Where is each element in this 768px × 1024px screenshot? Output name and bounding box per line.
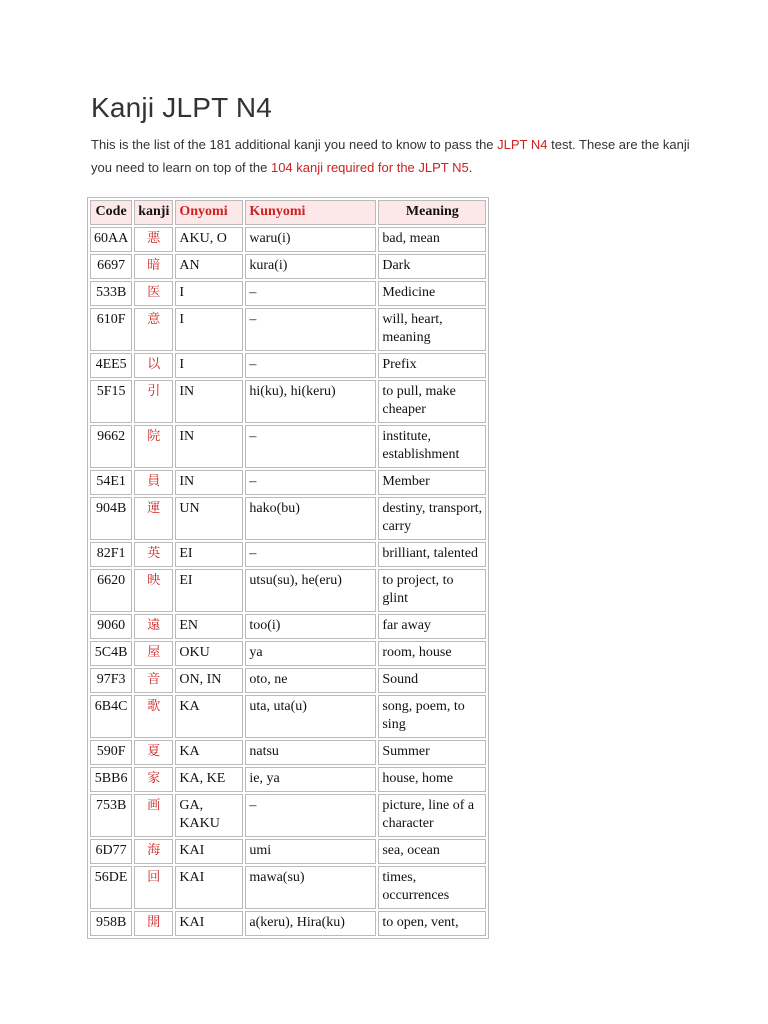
cell-meaning: Prefix [378,353,486,378]
cell-code: 6D77 [90,839,132,864]
cell-kunyomi: hi(ku), hi(keru) [245,380,376,423]
jlpt-n5-kanji-link[interactable]: 104 kanji required for the JLPT N5 [270,160,469,175]
cell-onyomi: EI [175,569,243,612]
cell-meaning: Medicine [378,281,486,306]
cell-meaning: bad, mean [378,227,486,252]
cell-kanji: 意 [134,308,173,351]
intro-paragraph [91,133,691,179]
cell-code: 54E1 [90,470,132,495]
cell-kanji: 海 [134,839,173,864]
cell-meaning: Dark [378,254,486,279]
table-row [90,497,486,540]
cell-kanji: 員 [134,470,173,495]
cell-code: 4EE5 [90,353,132,378]
cell-onyomi: KAI [175,866,243,909]
cell-code: 5BB6 [90,767,132,792]
cell-meaning: sea, ocean [378,839,486,864]
cell-kunyomi: natsu [245,740,376,765]
table-row [90,767,486,792]
cell-meaning: brilliant, talented [378,542,486,567]
cell-code: 5F15 [90,380,132,423]
cell-code: 6B4C [90,695,132,738]
cell-code: 9662 [90,425,132,468]
cell-onyomi: ON, IN [175,668,243,693]
cell-kanji: 映 [134,569,173,612]
cell-onyomi: IN [175,470,243,495]
cell-kunyomi: ya [245,641,376,666]
table-row [90,569,486,612]
cell-onyomi: EN [175,614,243,639]
cell-kunyomi: a(keru), Hira(ku) [245,911,376,936]
cell-kunyomi: – [245,425,376,468]
cell-kanji: 英 [134,542,173,567]
table-row [90,380,486,423]
cell-code: 533B [90,281,132,306]
cell-onyomi: KAI [175,911,243,936]
cell-code: 753B [90,794,132,837]
table-header-row [90,200,486,225]
cell-meaning: Sound [378,668,486,693]
cell-kanji: 回 [134,866,173,909]
cell-onyomi: OKU [175,641,243,666]
cell-code: 6697 [90,254,132,279]
cell-onyomi: GA, KAKU [175,794,243,837]
table-row [90,470,486,495]
cell-kunyomi: kura(i) [245,254,376,279]
cell-kunyomi: hako(bu) [245,497,376,540]
table-body [90,227,486,936]
cell-kunyomi: too(i) [245,614,376,639]
cell-onyomi: KA [175,740,243,765]
cell-kanji: 画 [134,794,173,837]
cell-kanji: 家 [134,767,173,792]
cell-meaning: house, home [378,767,486,792]
cell-code: 97F3 [90,668,132,693]
cell-code: 904B [90,497,132,540]
cell-kunyomi: – [245,308,376,351]
cell-meaning: to pull, make cheaper [378,380,486,423]
intro-text-1: This is the list of the 181 additional kanji you need to know to pass the [91,137,498,152]
cell-kanji: 以 [134,353,173,378]
table-row [90,839,486,864]
cell-meaning: times, occurrences [378,866,486,909]
table-row [90,668,486,693]
cell-onyomi: EI [175,542,243,567]
cell-code: 5C4B [90,641,132,666]
cell-kunyomi: – [245,794,376,837]
cell-code: 56DE [90,866,132,909]
cell-meaning: picture, line of a character [378,794,486,837]
cell-kanji: 院 [134,425,173,468]
table-row [90,227,486,252]
cell-onyomi: IN [175,425,243,468]
cell-onyomi: AKU, O [175,227,243,252]
cell-kanji: 歌 [134,695,173,738]
jlpt-n4-link[interactable]: JLPT N4 [497,137,548,152]
table-row [90,641,486,666]
table-row [90,740,486,765]
cell-code: 958B [90,911,132,936]
cell-kunyomi: – [245,353,376,378]
cell-kanji: 開 [134,911,173,936]
cell-meaning: to open, vent, [378,911,486,936]
table-row [90,353,486,378]
cell-kunyomi: – [245,281,376,306]
cell-kanji: 運 [134,497,173,540]
cell-code: 9060 [90,614,132,639]
cell-code: 60AA [90,227,132,252]
kanji-table [87,197,489,939]
cell-kunyomi: – [245,470,376,495]
cell-meaning: institute, establishment [378,425,486,468]
cell-onyomi: AN [175,254,243,279]
cell-kunyomi: umi [245,839,376,864]
cell-meaning: will, heart, meaning [378,308,486,351]
cell-onyomi: KA [175,695,243,738]
table-row [90,281,486,306]
table-row [90,911,486,936]
header-code: Code [90,200,132,225]
intro-text-2: test. These are the kanji you need to learn on top of the [91,137,690,175]
cell-kunyomi: uta, uta(u) [245,695,376,738]
cell-kunyomi: – [245,542,376,567]
table-row [90,614,486,639]
cell-kanji: 医 [134,281,173,306]
cell-code: 610F [90,308,132,351]
cell-kunyomi: waru(i) [245,227,376,252]
cell-kanji: 音 [134,668,173,693]
cell-onyomi: I [175,308,243,351]
cell-kanji: 屋 [134,641,173,666]
cell-code: 6620 [90,569,132,612]
header-kanji: kanji [134,200,173,225]
header-kunyomi: Kunyomi [245,200,376,225]
cell-meaning: room, house [378,641,486,666]
cell-onyomi: I [175,281,243,306]
cell-onyomi: UN [175,497,243,540]
cell-kanji: 暗 [134,254,173,279]
cell-meaning: destiny, transport, carry [378,497,486,540]
cell-code: 82F1 [90,542,132,567]
cell-meaning: Summer [378,740,486,765]
table-row [90,425,486,468]
cell-onyomi: KA, KE [175,767,243,792]
header-onyomi: Onyomi [175,200,243,225]
cell-kunyomi: mawa(su) [245,866,376,909]
table-row [90,542,486,567]
cell-meaning: far away [378,614,486,639]
cell-kunyomi: oto, ne [245,668,376,693]
header-meaning: Meaning [378,200,486,225]
table-row [90,866,486,909]
page-title: Kanji JLPT N4 [91,92,273,123]
cell-onyomi: KAI [175,839,243,864]
cell-meaning: Member [378,470,486,495]
cell-onyomi: I [175,353,243,378]
cell-kanji: 夏 [134,740,173,765]
cell-code: 590F [90,740,132,765]
table-row [90,308,486,351]
cell-meaning: to project, to glint [378,569,486,612]
intro-text-3: . [468,160,473,175]
cell-kanji: 引 [134,380,173,423]
cell-kunyomi: ie, ya [245,767,376,792]
cell-onyomi: IN [175,380,243,423]
table-row [90,254,486,279]
cell-kunyomi: utsu(su), he(eru) [245,569,376,612]
table-row [90,695,486,738]
cell-kanji: 遠 [134,614,173,639]
cell-meaning: song, poem, to sing [378,695,486,738]
cell-kanji: 悪 [134,227,173,252]
table-row [90,794,486,837]
